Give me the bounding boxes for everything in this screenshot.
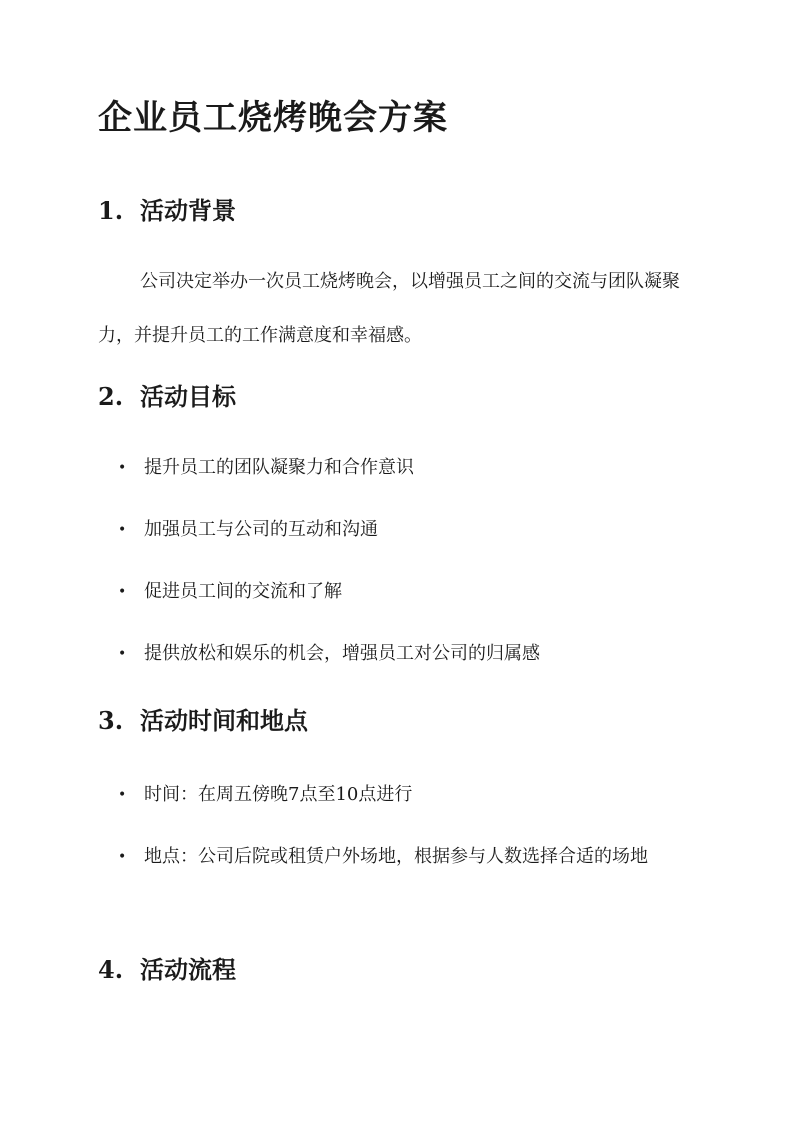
bullet-icon: • [118,849,127,865]
section-number: 1. [98,196,124,225]
list-item-text: 地点：公司后院或租赁户外场地，根据参与人数选择合适的场地 [144,846,648,867]
list-item-text: 加强员工与公司的互动和沟通 [144,519,378,540]
bullet-icon: • [118,787,127,803]
section-number: 2. [98,382,124,411]
section-title: 活动背景 [140,196,236,225]
section-heading-process [98,952,236,988]
goal-list-item [118,627,714,681]
list-item-text: 促进员工间的交流和了解 [144,581,342,602]
section-number: 4. [98,955,124,984]
section-number: 3. [98,706,124,735]
section-heading-background [98,193,236,229]
document-title: 企业员工烧烤晚会方案 [98,98,448,138]
time-place-list-item [118,768,714,822]
bullet-icon: • [118,460,127,476]
section-heading-time-place [98,703,308,739]
section-title: 活动流程 [140,955,236,984]
list-item-text: 提升员工的团队凝聚力和合作意识 [144,457,414,478]
section-title: 活动目标 [140,382,236,411]
time-place-list-item [118,830,692,884]
background-paragraph: 公司决定举办一次员工烧烤晚会，以增强员工之间的交流与团队凝聚力，并提升员工的工作满意度和幸福感。 [98,271,680,346]
list-item-text: 提供放松和娱乐的机会，增强员工对公司的归属感 [144,643,540,664]
list-item-text: 时间：在周五傍晚7点至10点进行 [144,784,413,805]
bullet-icon: • [118,522,127,538]
goal-list-item [118,441,714,495]
goal-list-item [118,503,714,557]
section-heading-goals [98,379,236,415]
bullet-icon: • [118,646,127,662]
goal-list-item [118,565,714,619]
section-title: 活动时间和地点 [140,706,308,735]
bullet-icon: • [118,584,127,600]
